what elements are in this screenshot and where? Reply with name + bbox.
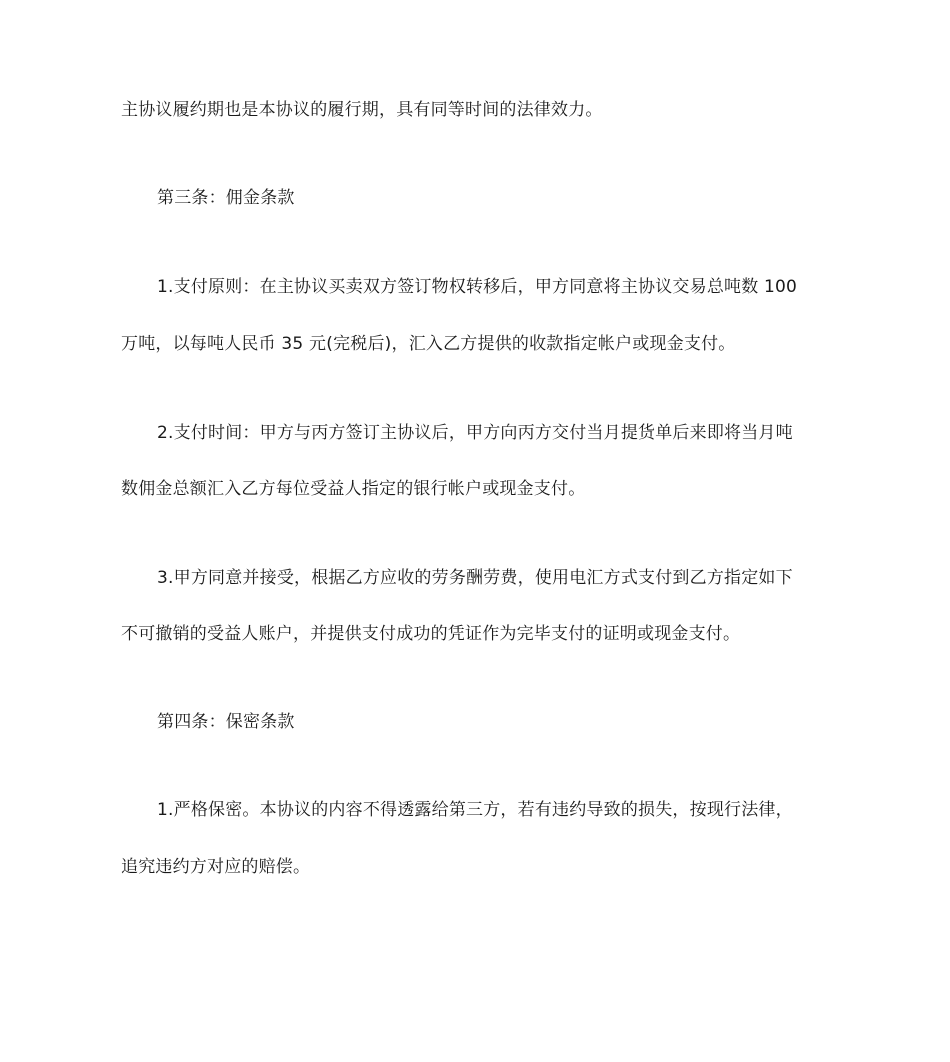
paragraph-line: 1.严格保密。本协议的内容不得透露给第三方，若有违约导致的损失，按现行法律， [157, 800, 793, 820]
paragraph-line: 不可撤销的受益人账户，并提供支付成功的凭证作为完毕支付的证明或现金支付。 [121, 624, 741, 644]
paragraph-line: 数佣金总额汇入乙方每位受益人指定的银行帐户或现金支付。 [121, 479, 586, 499]
paragraph-line: 3.甲方同意并接受，根据乙方应收的劳务酬劳费，使用电汇方式支付到乙方指定如下 [157, 568, 793, 588]
paragraph-line: 1.支付原则：在主协议买卖双方签订物权转移后，甲方同意将主协议交易总吨数 100 [157, 277, 798, 297]
paragraph-line: 2.支付时间：甲方与丙方签订主协议后，甲方向丙方交付当月提货单后来即将当月吨 [157, 423, 793, 443]
paragraph-line: 万吨，以每吨人民币 35 元(完税后)，汇入乙方提供的收款指定帐户或现金支付。 [121, 334, 736, 354]
paragraph-line: 追究违约方对应的赔偿。 [121, 857, 311, 877]
section-heading: 第三条：佣金条款 [157, 188, 295, 208]
paragraph-line: 主协议履约期也是本协议的履行期，具有同等时间的法律效力。 [121, 100, 603, 120]
section-heading: 第四条：保密条款 [157, 712, 295, 732]
